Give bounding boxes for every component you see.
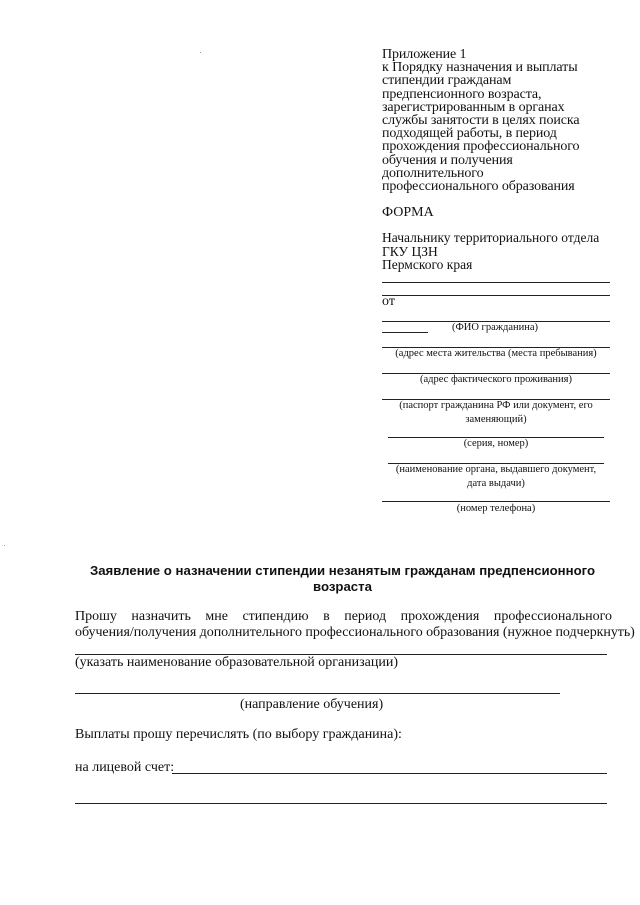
appendix-line: зарегистрированным в органах <box>382 99 565 115</box>
request-line: Прошу назначить мне стипендию в период прохождения профессионального <box>75 609 612 624</box>
series-number-label: (серия, номер) <box>463 438 529 449</box>
from-label: от <box>382 294 395 309</box>
appendix-line: стипендии гражданам <box>382 73 512 89</box>
title-line: Заявление о назначении стипендии незанятым гражданам предпенсионного <box>89 563 596 578</box>
scan-dot <box>200 52 201 53</box>
actual-address-label: (адрес фактического проживания) <box>420 374 572 385</box>
addressee-line: Начальнику территориального отдела <box>382 230 600 245</box>
appendix-line: Приложение 1 <box>382 47 467 62</box>
addressee-blank-line[interactable] <box>382 295 610 296</box>
issuer-label-line2: дата выдачи) <box>467 478 525 489</box>
passport-label-line1: (паспорт гражданина РФ или документ, его <box>399 400 593 411</box>
appendix-line: профессионального образования <box>382 179 575 195</box>
scan-dot <box>4 545 5 546</box>
account-label: на лицевой счет: <box>75 760 175 775</box>
application-title <box>70 563 615 595</box>
appendix-line: подходящей работы, в период <box>382 126 557 142</box>
appendix-header <box>382 48 618 193</box>
form-label: ФОРМА <box>382 205 434 220</box>
direction-line[interactable] <box>75 693 560 694</box>
passport-label-line2: заменяющий) <box>465 414 527 425</box>
request-line: обучения/получения дополнительного профессионального образования (нужное подчеркнуть) <box>75 625 635 640</box>
appendix-line: службы занятости в целях поиска <box>382 113 580 129</box>
residence-label: (адрес места жительства (места пребывания) <box>395 348 597 359</box>
account-extra-line[interactable] <box>75 803 607 804</box>
addressee-block <box>382 231 599 272</box>
appendix-line: предпенсионного возраста, <box>382 86 542 102</box>
request-paragraph <box>75 609 635 641</box>
phone-label: (номер телефона) <box>456 503 536 514</box>
issuer-label-line1: (наименование органа, выдавшего документ, <box>395 464 597 475</box>
payments-text: Выплаты прошу перечислять (по выбору гражданина): <box>75 727 402 742</box>
appendix-line: прохождения профессионального <box>382 139 580 155</box>
addressee-line: Пермского края <box>382 257 473 272</box>
direction-hint: (направление обучения) <box>240 697 384 712</box>
addressee-line: ГКУ ЦЗН <box>382 243 438 259</box>
addressee-blank-line[interactable] <box>382 282 610 283</box>
account-line[interactable] <box>172 773 607 774</box>
appendix-line: к Порядку назначения и выплаты <box>382 60 578 76</box>
appendix-line: обучения и получения <box>382 152 513 168</box>
title-line: возраста <box>313 579 372 594</box>
organization-hint: (указать наименование образовательной организации) <box>75 655 399 670</box>
fio-label: (ФИО гражданина) <box>451 322 539 333</box>
fio-short-line[interactable] <box>382 332 428 333</box>
appendix-line: дополнительного <box>382 165 484 181</box>
